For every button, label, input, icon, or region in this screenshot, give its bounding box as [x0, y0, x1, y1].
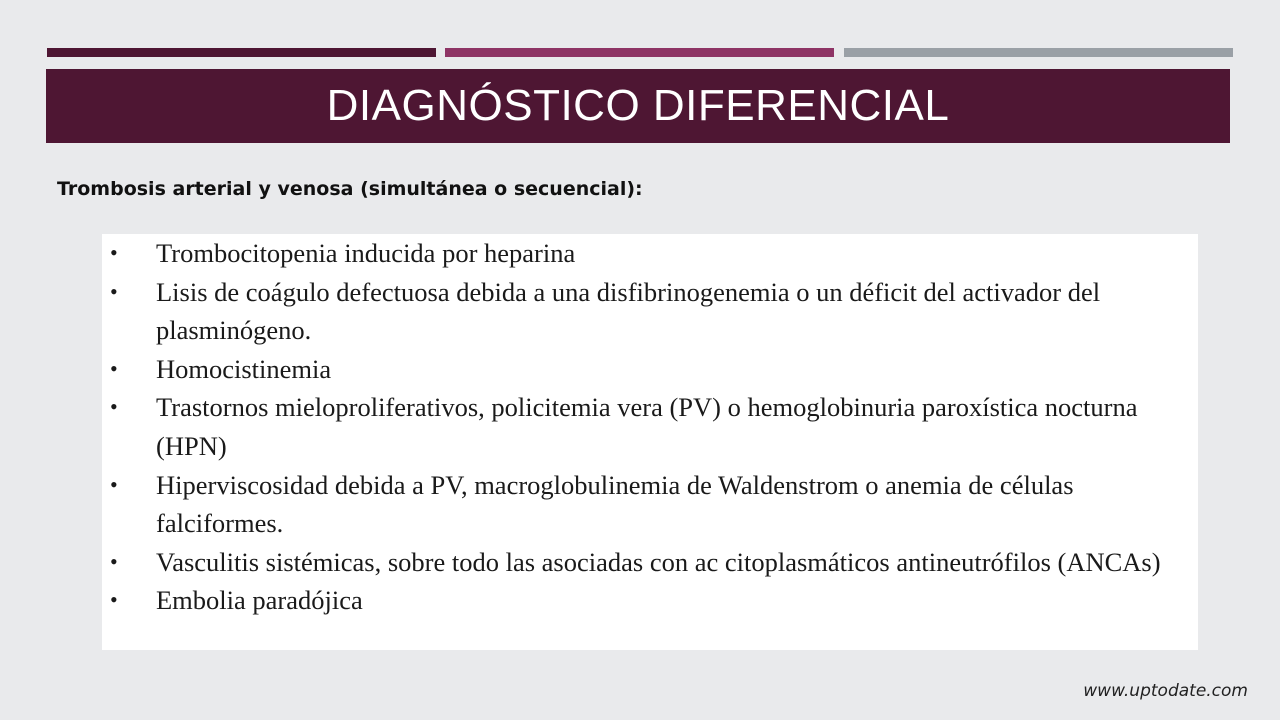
source-link[interactable]: www.uptodate.com [1083, 681, 1248, 701]
accent-bar-left [47, 48, 436, 57]
title-banner [46, 69, 1230, 143]
differential-list [102, 234, 1198, 620]
bullet-icon: • [110, 548, 118, 574]
slide-subtitle: Trombosis arterial y venosa (simultánea o secuencial): [57, 178, 643, 200]
bullet-icon: • [110, 394, 118, 420]
list-item [102, 581, 1198, 620]
list-item-text: Trombocitopenia inducida por heparina [156, 238, 576, 268]
bullet-icon: • [110, 587, 118, 613]
bullet-list-panel [102, 234, 1198, 650]
list-item [102, 388, 1198, 465]
list-item [102, 350, 1198, 389]
list-item-text: Homocistinemia [156, 353, 332, 384]
list-item-text: Trastornos mieloproliferativos, policitemia vera (PV) o hemoglobinuria paroxística nocturna (HPN) [156, 392, 1138, 461]
list-item [102, 234, 1198, 273]
list-item [102, 543, 1198, 582]
bullet-icon: • [110, 278, 118, 304]
bullet-icon: • [110, 240, 118, 265]
list-item [102, 466, 1198, 543]
list-item [102, 273, 1198, 350]
slide-title: DIAGNÓSTICO DIFERENCIAL [326, 81, 950, 130]
list-item-text: Vasculitis sistémicas, sobre todo las asociadas con ac citoplasmáticos antineutrófilos (ANCAs) [156, 546, 1161, 577]
bullet-icon: • [110, 355, 118, 381]
list-item-text: Lisis de coágulo defectuosa debida a una disfibrinogenemia o un déficit del activador del plasminógeno. [156, 276, 1101, 346]
accent-bar-middle [445, 48, 834, 57]
bullet-icon: • [110, 471, 118, 497]
list-item-text: Embolia paradójica [156, 585, 363, 616]
list-item-text: Hiperviscosidad debida a PV, macroglobulinemia de Waldenstrom o anemia de células falciformes. [156, 469, 1074, 539]
accent-bar-right [844, 48, 1233, 57]
